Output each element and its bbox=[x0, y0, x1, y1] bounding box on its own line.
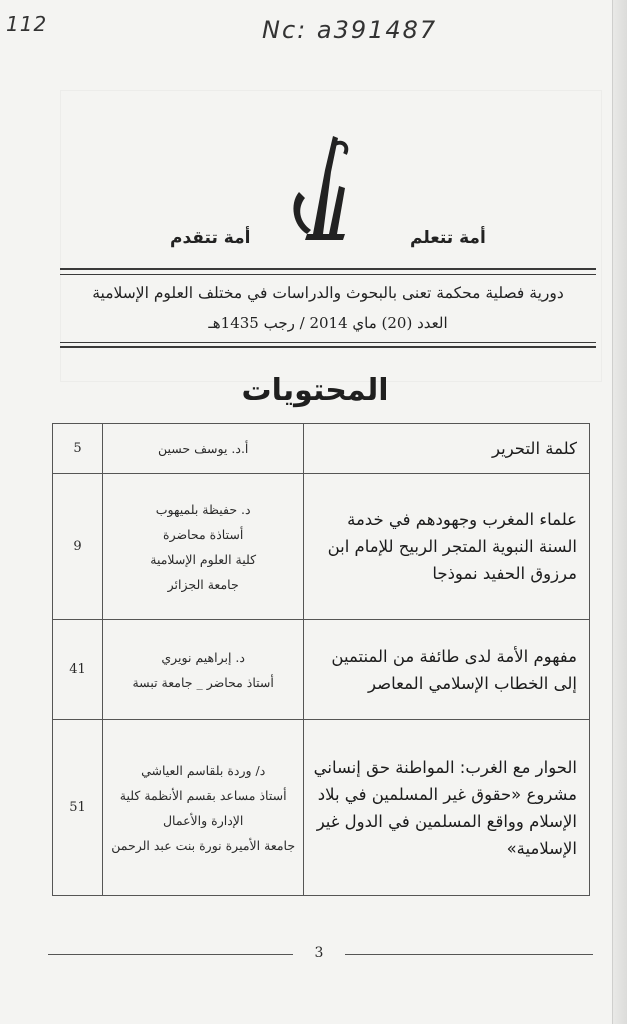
article-authors bbox=[103, 474, 304, 620]
article-title: كلمة التحرير bbox=[304, 424, 590, 474]
article-title: الحوار مع الغرب: المواطنة حق إنساني مشروع «حقوق غير المسلمين في بلاد الإسلام وواقع المسلمين في الدول غير الإسلامية» bbox=[304, 720, 590, 896]
table-row bbox=[53, 474, 590, 620]
table-row bbox=[53, 424, 590, 474]
handwritten-page-mark: 112 bbox=[6, 12, 48, 36]
contents-title: المحتويات bbox=[241, 373, 389, 408]
article-authors bbox=[103, 424, 304, 474]
page-edge bbox=[612, 0, 627, 1024]
header-rule-top bbox=[60, 268, 596, 270]
author-line: كلية العلوم الإسلامية bbox=[150, 551, 257, 567]
slogan-right: أمة تتعلم bbox=[410, 228, 486, 248]
page-number-cell: 9 bbox=[53, 474, 103, 620]
author-line: أستاذ مساعد بقسم الأنظمة كلية الإدارة والأعمال bbox=[119, 787, 287, 828]
author-line: د. حفيظة بلميهوب bbox=[155, 501, 251, 517]
author-line: أستاذة محاضرة bbox=[163, 526, 244, 542]
article-title: علماء المغرب وجهودهم في خدمة السنة النبوية المتجر الربيح للإمام ابن مرزوق الحفيد نموذجا bbox=[304, 474, 590, 620]
author-line: د/ وردة بلقاسم العياشي bbox=[141, 762, 266, 778]
article-title: مفهوم الأمة لدى طائفة من المنتمين إلى الخطاب الإسلامي المعاصر bbox=[304, 620, 590, 720]
footer-rule-right bbox=[345, 954, 593, 955]
journal-logo-icon bbox=[285, 130, 355, 245]
page-number-cell: 41 bbox=[53, 620, 103, 720]
table-row bbox=[53, 720, 590, 896]
author-line: جامعة الأميرة نورة بنت عبد الرحمن bbox=[111, 837, 296, 853]
issue-line: العدد (20) ماي 2014 / رجب 1435هـ bbox=[208, 314, 448, 332]
contents-table bbox=[52, 423, 590, 896]
article-authors bbox=[103, 620, 304, 720]
table-row bbox=[53, 620, 590, 720]
page-number: 3 bbox=[314, 945, 324, 961]
handwritten-nc-code: Nc: a391487 bbox=[262, 16, 438, 44]
header-rule-bottom-thin bbox=[60, 342, 596, 343]
author-line: د. إبراهيم نويري bbox=[161, 649, 245, 665]
page-number-cell: 5 bbox=[53, 424, 103, 474]
header-rule-bottom bbox=[60, 346, 596, 348]
author-line: جامعة الجزائر bbox=[167, 576, 239, 592]
article-authors bbox=[103, 720, 304, 896]
footer-rule-left bbox=[48, 954, 293, 955]
author-line: أ.د. يوسف حسين bbox=[157, 441, 249, 456]
author-line: أستاذ محاضر _ جامعة تبسة bbox=[132, 674, 274, 690]
header-rule-top-thin bbox=[60, 274, 596, 275]
page-number-cell: 51 bbox=[53, 720, 103, 896]
slogan-left: أمة تتقدم bbox=[170, 228, 251, 248]
journal-subtitle: دورية فصلية محكمة تعنى بالبحوث والدراسات في مختلف العلوم الإسلامية bbox=[92, 284, 564, 302]
